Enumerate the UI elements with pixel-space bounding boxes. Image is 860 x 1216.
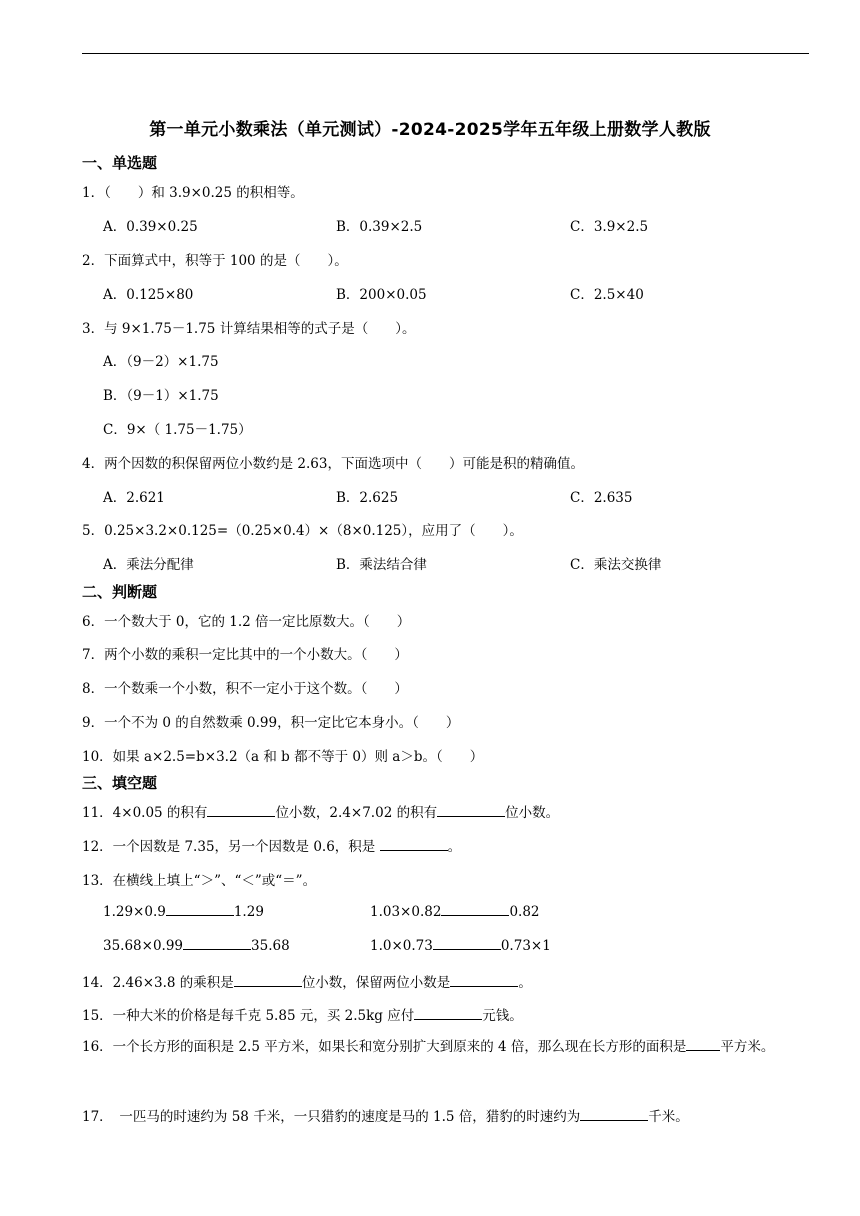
q17-blank[interactable] [580, 1108, 648, 1121]
q15-text-2: 元钱。 [482, 1008, 523, 1024]
q4-option-a[interactable]: A．2.621 [103, 490, 165, 506]
question-3: 3．与 9×1.75－1.75 计算结果相等的式子是（ ）。 [82, 321, 416, 337]
q13-row1-right [370, 903, 540, 920]
question-13: 13．在横线上填上“＞”、“＜”或“＝”。 [82, 873, 317, 889]
q15-blank[interactable] [414, 1007, 482, 1020]
question-8: 8．一个数乘一个小数，积不一定小于这个数。（ ） [82, 681, 408, 697]
q13-blank-4[interactable] [433, 937, 501, 950]
section-heading-single-choice: 一、单选题 [82, 154, 158, 172]
question-6: 6．一个数大于 0，它的 1.2 倍一定比原数大。（ ） [82, 614, 411, 630]
q2-option-c[interactable]: C．2.5×40 [570, 287, 644, 303]
q14-text-3: 。 [518, 975, 532, 991]
q11-blank-2[interactable] [437, 804, 505, 817]
q1-option-a[interactable]: A．0.39×0.25 [103, 219, 198, 235]
q13-row2-right [370, 937, 551, 954]
q3-option-b[interactable]: B．（9－1）×1.75 [103, 388, 219, 404]
q2-option-b[interactable]: B．200×0.05 [336, 287, 427, 303]
question-12 [82, 835, 461, 855]
q5-option-a[interactable]: A．乘法分配律 [103, 557, 194, 573]
q5-option-c[interactable]: C．乘法交换律 [570, 557, 662, 573]
q11-text-1: 11．4×0.05 的积有 [82, 805, 208, 821]
q3-option-c[interactable]: C．9×（ 1.75－1.75） [103, 422, 252, 438]
q2-option-a[interactable]: A．0.125×80 [103, 287, 194, 303]
q13-expr: 1.29 [233, 904, 264, 920]
q13-expr: 35.68 [251, 938, 290, 954]
q13-expr: 1.0×0.73 [370, 938, 433, 954]
question-14 [82, 971, 532, 991]
q17-text-1: 17． 一匹马的时速约为 58 千米，一只猎豹的速度是马的 1.5 倍，猎豹的时速约为 [82, 1109, 581, 1125]
q11-text-2: 位小数，2.4×7.02 的积有 [275, 805, 438, 821]
q14-blank-1[interactable] [234, 974, 302, 987]
q16-text-2: 平方米。 [720, 1039, 775, 1055]
q13-expr: 1.29×0.9 [103, 904, 166, 920]
q13-expr: 1.03×0.82 [370, 904, 442, 920]
q17-text-2: 千米。 [648, 1109, 689, 1125]
q13-expr: 35.68×0.99 [103, 938, 184, 954]
question-7: 7．两个小数的乘积一定比其中的一个小数大。（ ） [82, 647, 408, 663]
q13-row2-left [103, 937, 290, 954]
q13-row1-left [103, 903, 264, 920]
question-15 [82, 1004, 523, 1024]
q12-blank[interactable] [380, 838, 448, 851]
q13-blank-3[interactable] [183, 937, 251, 950]
q13-expr: 0.73×1 [500, 938, 551, 954]
q15-text-1: 15．一种大米的价格是每千克 5.85 元，买 2.5kg 应付 [82, 1008, 415, 1024]
q4-option-c[interactable]: C．2.635 [570, 490, 633, 506]
q4-option-b[interactable]: B．2.625 [336, 490, 399, 506]
question-5: 5．0.25×3.2×0.125=（0.25×0.4）×（8×0.125），应用了（ ）。 [82, 523, 523, 539]
q16-text-1: 16．一个长方形的面积是 2.5 平方米，如果长和宽分别扩大到原来的 4 倍，那么现在长方形的面积是 [82, 1039, 687, 1055]
q16-blank[interactable] [686, 1038, 720, 1051]
question-16 [82, 1030, 809, 1064]
q14-text-2: 位小数，保留两位小数是 [301, 975, 451, 991]
q1-option-c[interactable]: C．3.9×2.5 [570, 219, 649, 235]
question-10: 10．如果 a×2.5=b×3.2（a 和 b 都不等于 0）则 a＞b。（ ） [82, 749, 484, 765]
q13-blank-1[interactable] [166, 903, 234, 916]
question-4: 4．两个因数的积保留两位小数约是 2.63，下面选项中（ ）可能是积的精确值。 [82, 456, 584, 472]
question-9: 9．一个不为 0 的自然数乘 0.99，积一定比它本身小。（ ） [82, 715, 460, 731]
q5-option-b[interactable]: B．乘法结合律 [336, 557, 427, 573]
q14-blank-2[interactable] [450, 974, 518, 987]
question-17 [82, 1105, 689, 1125]
q11-blank-1[interactable] [207, 804, 275, 817]
q14-text-1: 14．2.46×3.8 的乘积是 [82, 975, 234, 991]
q11-text-3: 位小数。 [505, 805, 560, 821]
question-1: 1．（ ）和 3.9×0.25 的积相等。 [82, 185, 304, 201]
section-heading-true-false: 二、判断题 [82, 583, 158, 601]
section-heading-fill-blank: 三、填空题 [82, 774, 158, 792]
q12-text-2: 。 [447, 839, 462, 855]
question-11 [82, 801, 559, 821]
header-rule [82, 53, 809, 54]
q13-expr: 0.82 [509, 904, 540, 920]
q3-option-a[interactable]: A．（9－2）×1.75 [103, 354, 219, 370]
page-title: 第一单元小数乘法（单元测试）-2024-2025学年五年级上册数学人教版 [149, 120, 711, 140]
question-2: 2．下面算式中，积等于 100 的是（ ）。 [82, 253, 348, 269]
q1-option-b[interactable]: B．0.39×2.5 [336, 219, 423, 235]
q13-blank-2[interactable] [441, 903, 509, 916]
q12-text-1: 12．一个因数是 7.35，另一个因数是 0.6，积是 [82, 839, 380, 855]
